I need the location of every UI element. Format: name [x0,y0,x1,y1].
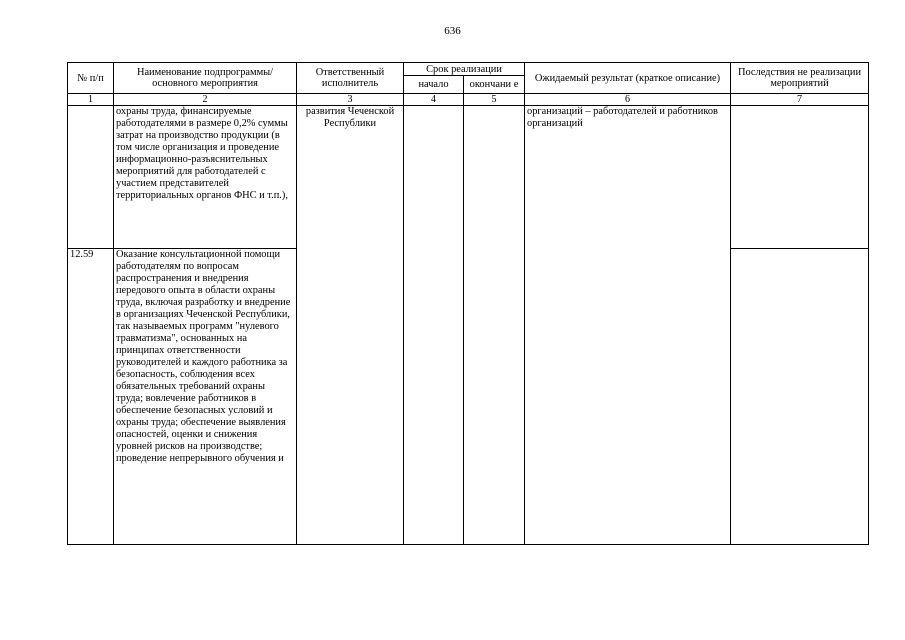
column-number: 4 [404,94,464,106]
page-number: 636 [444,25,461,37]
column-number: 2 [114,94,297,106]
column-number: 3 [297,94,404,106]
column-number: 7 [731,94,869,106]
activity-name: охраны труда, финансируемые работодателями в размере 0,2% суммы затрат на производство продукции (в том числе организация и проведение информационно-разъяснительных мероприятий для работодателей с участием представителей территориальных органов ФНС и т.п.), [114,106,297,249]
consequences [731,106,869,249]
end-date [464,106,525,545]
header-end: окончани е [464,76,525,94]
header-period: Срок реализации [404,63,525,76]
header-name: Наименование подпрограммы/ основного мероприятия [114,63,297,94]
row-number: 12.59 [68,249,114,545]
consequences [731,249,869,545]
column-number: 5 [464,94,525,106]
expected-result: организаций – работодателей и работников организаций [525,106,731,545]
start-date [404,106,464,545]
responsible-executor: развития Чеченской Республики [297,106,404,545]
header-start: начало [404,76,464,94]
table-row [68,106,869,249]
activity-name: Оказание консультационной помощи работодателям по вопросам распространения и внедрения передового опыта в области охраны труда, включая разработку и внедрение в организациях Чеченской Республики, так называемых программ "нулевого травматизма", основанных на принципах ответственности руководителей и каждого работника за безопасность, соблюдения всех обязательных требований охраны труда; вовлечение работников в обеспечение безопасных условий и охраны труда; обеспечение выявления опасностей, оценки и снижения уровней рисков на производстве; проведение непрерывного обучения и [114,249,297,545]
header-result: Ожидаемый результат (краткое описание) [525,63,731,94]
row-number [68,106,114,249]
header-number: № п/п [68,63,114,94]
program-table [67,62,869,545]
header-executor: Ответственный исполнитель [297,63,404,94]
header-consequences: Последствия не реализации мероприятий [731,63,869,94]
column-number: 1 [68,94,114,106]
column-number: 6 [525,94,731,106]
